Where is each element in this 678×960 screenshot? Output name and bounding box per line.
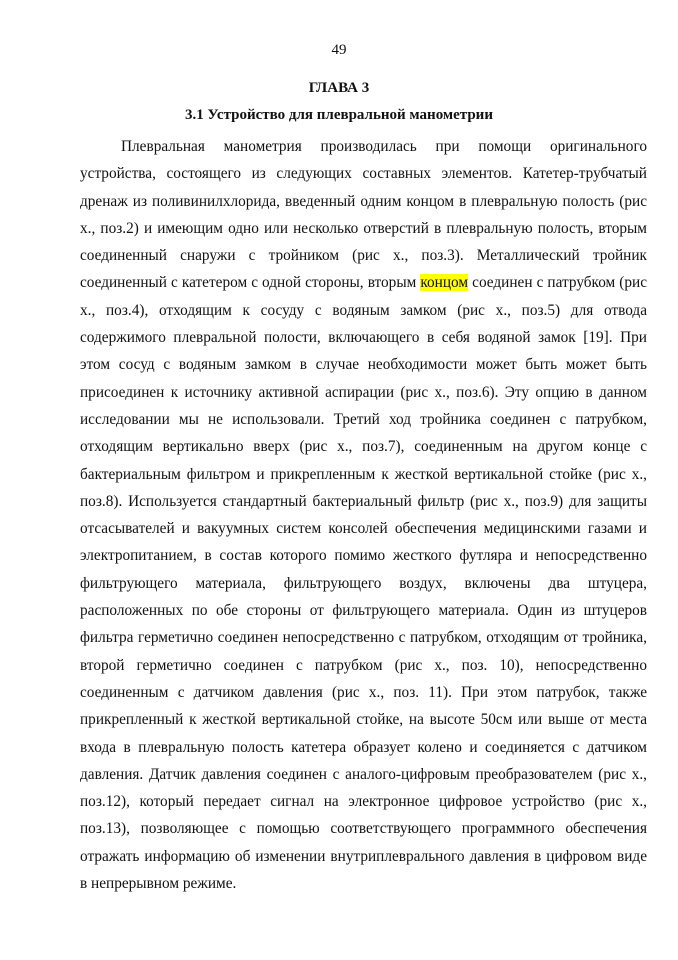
chapter-title: ГЛАВА 3 [308, 80, 370, 96]
paragraph-text-end: соединен с патрубком (рис х., поз.4), отходящим к сосуду с водяным замком (рис х., поз.5) для отвода содержимого плевральной полости, включающего в себя водяной замок [19]. При этом сосуд с водяным замком в случае необходимости может быть может быть присоединен к источнику активной аспирации (рис х., поз.6). Эту опцию в данном исследовании мы не использовали. Третий ход тройника соединен с патрубком, отходящим вертикально вверх (рис х., поз.7), соединенным на другом конце с бактериальным фильтром и прикрепленным к жесткой вертикальной стойке (рис х., поз.8). Используется стандартный бактериальный фильтр (рис х., поз.9) для защиты отсасывателей и вакуумных систем консолей обеспечения медицинскими газами и электропитанием, в состав которого помимо жесткого футляра и непосредственно фильтрующего материала, фильтрующего воздух, включены два штуцера, расположенных по обе стороны от фильтрующего материала. Один из штуцеров фильтра герметично соединен непосредственно с патрубком, отходящим от тройника, второй герметично соединен с патрубком (рис х., поз. 10), непосредственно соединенным с датчиком давления (рис х., поз. 11). При этом патрубок, также прикрепленный к жесткой вертикальной стойке, на высоте 50см или выше от места входа в плевральную полость катетера образует колено и соединяется с датчиком давления. Датчик давления соединен с аналого-цифровым преобразователем (рис х., поз.12), который передает сигнал на электронное цифровое устройство (рис х., поз.13), позволяющее с помощью соответствующего программного обеспечения отражать информацию об изменении внутриплеврального давления в цифровом виде в непрерывном режиме. [80, 274, 648, 893]
section-title: 3.1 Устройство для плевральной манометрии [185, 107, 493, 123]
body-paragraph [80, 133, 647, 897]
paragraph-text-start: Плевральная манометрия производилась при помощи оригинального устройства, состоящего из следующих составных элементов. Катетер-трубчатый дренаж из поливинилхлорида, введенный одним концом в плевральную полость (рис х., поз.2) и имеющим одно или несколько отверстий в плевральную полость, вторым соединенный снаружи с тройником (рис х., поз.3). Металлический тройник соединенный с катетером с одной стороны, вторым [80, 138, 647, 292]
highlighted-word: концом [420, 274, 469, 292]
page-number: 49 [331, 42, 347, 58]
